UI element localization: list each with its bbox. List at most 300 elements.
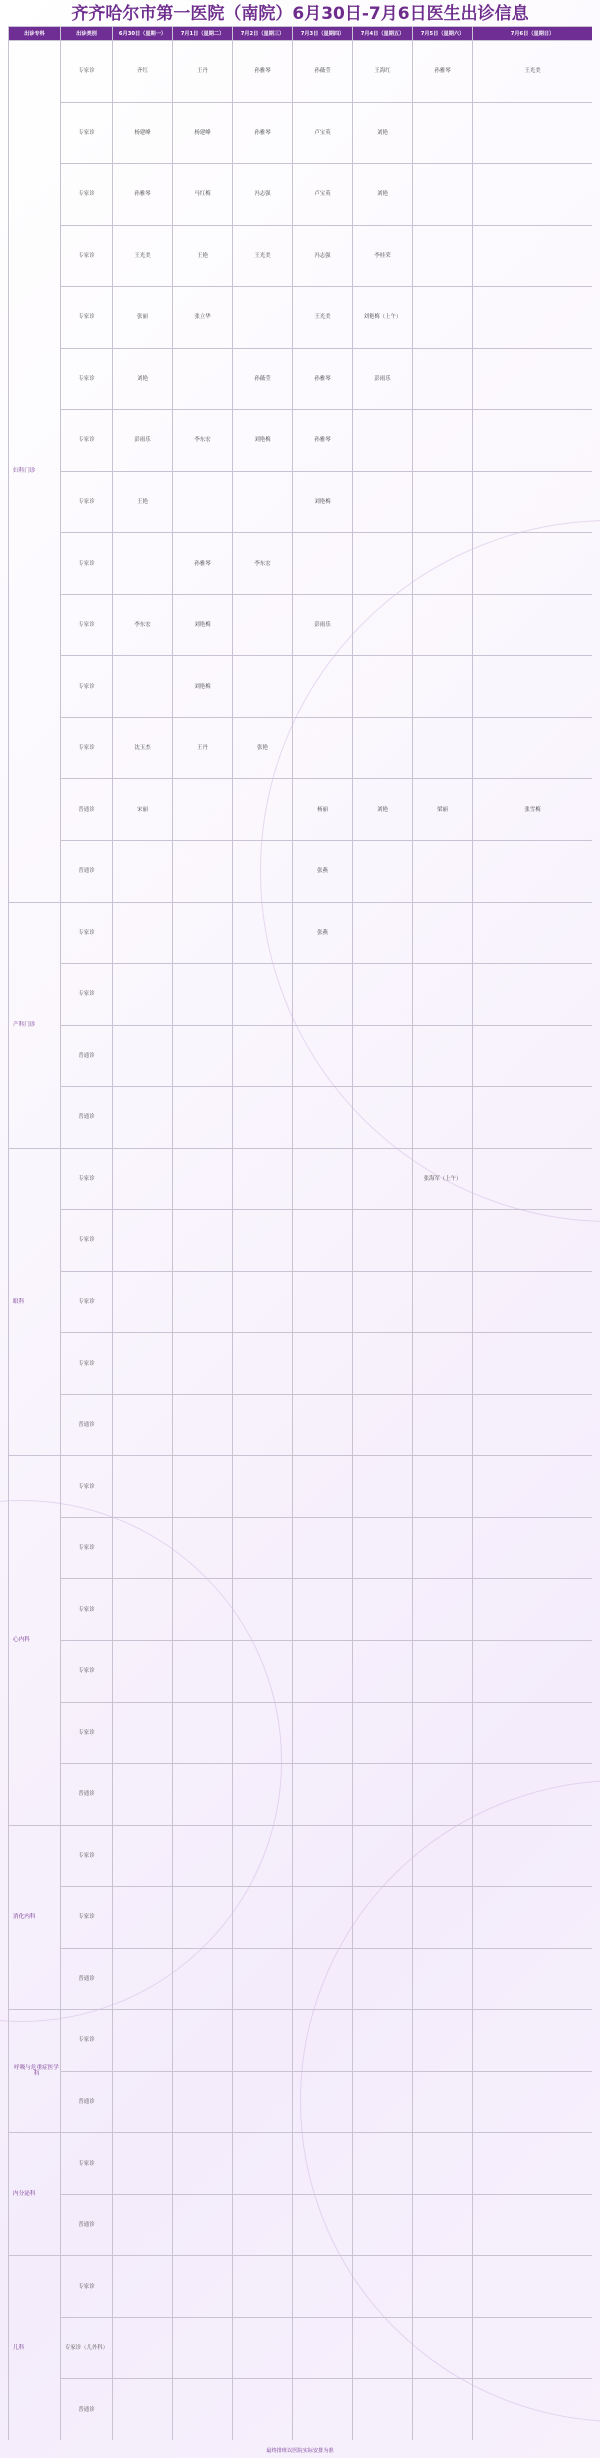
visit-type-cell: 专家诊 xyxy=(61,1641,113,1703)
doctor-cell: 刘艳梅 xyxy=(173,595,233,657)
doctor-cell xyxy=(413,1887,473,1949)
doctor-cell xyxy=(413,1641,473,1703)
doctor-cell xyxy=(113,2010,173,2072)
doctor-cell xyxy=(293,2195,353,2257)
doctor-cell xyxy=(113,1026,173,1088)
visit-type-cell: 专家诊 xyxy=(61,1210,113,1272)
doctor-cell xyxy=(233,1641,293,1703)
doctor-cell xyxy=(233,1456,293,1518)
doctor-cell xyxy=(353,2010,413,2072)
doctor-cell: 刘艳梅 xyxy=(173,656,233,718)
doctor-cell xyxy=(173,1826,233,1888)
doctor-cell xyxy=(113,1764,173,1826)
visit-type-cell: 专家诊 xyxy=(61,1333,113,1395)
doctor-cell xyxy=(233,2133,293,2195)
doctor-cell: 张丽 xyxy=(113,287,173,349)
doctor-cell xyxy=(173,1703,233,1765)
doctor-cell xyxy=(353,1087,413,1149)
doctor-cell: 孙雅琴 xyxy=(233,41,293,103)
doctor-cell xyxy=(413,1456,473,1518)
doctor-cell xyxy=(473,1026,592,1088)
doctor-cell: 孙雅琴 xyxy=(233,103,293,165)
doctor-cell: 王丹 xyxy=(173,41,233,103)
visit-type-cell: 专家诊 xyxy=(61,287,113,349)
doctor-cell xyxy=(473,2379,592,2440)
doctor-cell xyxy=(473,595,592,657)
doctor-cell xyxy=(353,1272,413,1334)
doctor-cell xyxy=(113,1949,173,2011)
doctor-cell xyxy=(473,718,592,780)
doctor-cell xyxy=(473,472,592,534)
doctor-cell: 冯志强 xyxy=(233,164,293,226)
doctor-cell xyxy=(473,164,592,226)
doctor-cell xyxy=(113,2195,173,2257)
doctor-cell xyxy=(113,1210,173,1272)
doctor-cell xyxy=(353,2195,413,2257)
doctor-cell xyxy=(233,1518,293,1580)
doctor-cell xyxy=(173,1272,233,1334)
doctor-cell xyxy=(353,1026,413,1088)
doctor-cell xyxy=(113,2133,173,2195)
doctor-cell xyxy=(473,964,592,1026)
doctor-cell xyxy=(113,533,173,595)
doctor-cell: 孙雅琴 xyxy=(113,164,173,226)
doctor-cell xyxy=(413,656,473,718)
doctor-cell xyxy=(413,2010,473,2072)
doctor-cell: 王丹 xyxy=(173,718,233,780)
doctor-cell xyxy=(173,1210,233,1272)
doctor-cell: 张燕 xyxy=(293,841,353,903)
doctor-cell xyxy=(233,2010,293,2072)
doctor-cell xyxy=(233,472,293,534)
visit-type-cell: 普通诊 xyxy=(61,2072,113,2134)
doctor-cell xyxy=(233,1087,293,1149)
doctor-cell xyxy=(413,472,473,534)
doctor-cell xyxy=(113,1333,173,1395)
visit-type-cell: 专家诊 xyxy=(61,1826,113,1888)
doctor-cell xyxy=(233,1826,293,1888)
doctor-cell xyxy=(353,1703,413,1765)
doctor-cell xyxy=(413,1272,473,1334)
doctor-cell: 刘艳梅（上午） xyxy=(353,287,413,349)
doctor-cell xyxy=(413,2195,473,2257)
doctor-cell xyxy=(353,2133,413,2195)
doctor-cell: 张雪梅 xyxy=(473,779,592,841)
doctor-cell xyxy=(293,1887,353,1949)
doctor-cell xyxy=(413,2256,473,2318)
doctor-cell xyxy=(353,1641,413,1703)
doctor-cell xyxy=(233,1764,293,1826)
doctor-cell xyxy=(413,1087,473,1149)
doctor-cell xyxy=(413,226,473,288)
doctor-cell xyxy=(473,1272,592,1334)
doctor-cell xyxy=(353,595,413,657)
visit-type-cell: 专家诊 xyxy=(61,1703,113,1765)
doctor-cell xyxy=(293,1087,353,1149)
doctor-cell xyxy=(113,1703,173,1765)
doctor-cell xyxy=(293,2379,353,2440)
doctor-cell xyxy=(353,410,413,472)
doctor-cell: 李桂荣 xyxy=(353,226,413,288)
doctor-cell xyxy=(173,1949,233,2011)
doctor-cell xyxy=(173,1087,233,1149)
doctor-cell xyxy=(173,1579,233,1641)
doctor-cell xyxy=(293,1395,353,1457)
doctor-cell xyxy=(173,2010,233,2072)
doctor-cell xyxy=(353,1395,413,1457)
visit-type-cell: 普通诊 xyxy=(61,1949,113,2011)
doctor-cell xyxy=(293,2256,353,2318)
department-cell: 心内科 xyxy=(9,1456,61,1825)
doctor-cell xyxy=(113,1826,173,1888)
doctor-cell xyxy=(413,164,473,226)
doctor-cell: 王海红 xyxy=(353,41,413,103)
doctor-cell xyxy=(353,964,413,1026)
doctor-cell xyxy=(113,1641,173,1703)
visit-type-cell: 专家诊 xyxy=(61,1149,113,1211)
visit-type-cell: 普通诊 xyxy=(61,1087,113,1149)
doctor-cell xyxy=(173,1764,233,1826)
doctor-cell xyxy=(173,1149,233,1211)
visit-type-cell: 专家诊 xyxy=(61,1579,113,1641)
doctor-cell xyxy=(353,1764,413,1826)
doctor-cell xyxy=(413,1579,473,1641)
doctor-cell xyxy=(173,2133,233,2195)
doctor-cell xyxy=(113,1579,173,1641)
visit-type-cell: 专家诊 xyxy=(61,533,113,595)
footer-note: 最终排班以医院实际安排为准 xyxy=(266,2448,334,2454)
doctor-cell xyxy=(413,349,473,411)
doctor-cell: 张艳 xyxy=(233,718,293,780)
visit-type-cell: 普通诊 xyxy=(61,1764,113,1826)
doctor-cell xyxy=(473,1149,592,1211)
doctor-cell: 王光美 xyxy=(473,41,592,103)
doctor-cell xyxy=(293,2318,353,2380)
doctor-cell xyxy=(413,2379,473,2440)
doctor-cell xyxy=(233,1887,293,1949)
doctor-cell xyxy=(473,903,592,965)
visit-type-cell: 专家诊 xyxy=(61,595,113,657)
doctor-cell xyxy=(473,1764,592,1826)
doctor-cell: 孙雅琴 xyxy=(413,41,473,103)
doctor-cell xyxy=(233,1149,293,1211)
visit-type-cell: 专家诊 xyxy=(61,1456,113,1518)
doctor-cell xyxy=(353,1210,413,1272)
doctor-cell xyxy=(173,1333,233,1395)
doctor-cell: 孙薇莹 xyxy=(293,41,353,103)
department-cell: 内分泌科 xyxy=(9,2133,61,2256)
visit-type-cell: 专家诊 xyxy=(61,2256,113,2318)
doctor-cell xyxy=(173,2318,233,2380)
doctor-cell xyxy=(173,1456,233,1518)
visit-type-cell: 普通诊 xyxy=(61,2195,113,2257)
doctor-cell: 杨丽 xyxy=(293,779,353,841)
doctor-cell xyxy=(413,1764,473,1826)
doctor-cell: 卢宝英 xyxy=(293,103,353,165)
visit-type-cell: 普通诊 xyxy=(61,779,113,841)
doctor-cell xyxy=(413,841,473,903)
visit-type-cell: 专家诊（儿外科） xyxy=(61,2318,113,2380)
visit-type-cell: 专家诊 xyxy=(61,1887,113,1949)
visit-type-cell: 专家诊 xyxy=(61,903,113,965)
doctor-cell: 冯志强 xyxy=(293,226,353,288)
doctor-cell: 孙雅琴 xyxy=(293,349,353,411)
doctor-cell xyxy=(293,1641,353,1703)
doctor-cell xyxy=(473,2072,592,2134)
visit-type-cell: 专家诊 xyxy=(61,656,113,718)
doctor-cell: 王艳 xyxy=(173,226,233,288)
doctor-cell: 刘艳 xyxy=(113,349,173,411)
doctor-cell xyxy=(293,1764,353,1826)
doctor-cell xyxy=(233,2072,293,2134)
doctor-cell xyxy=(353,1456,413,1518)
doctor-cell xyxy=(173,2072,233,2134)
doctor-cell: 彭雨乐 xyxy=(113,410,173,472)
page-title: 齐齐哈尔市第一医院（南院）6月30日-7月6日医生出诊信息 xyxy=(71,4,529,24)
doctor-cell: 张海军（上午） xyxy=(413,1149,473,1211)
doctor-cell xyxy=(293,656,353,718)
department-cell: 产科门诊 xyxy=(9,903,61,1149)
doctor-cell xyxy=(353,2379,413,2440)
doctor-cell xyxy=(113,2318,173,2380)
doctor-cell xyxy=(173,903,233,965)
doctor-cell xyxy=(233,2195,293,2257)
visit-type-cell: 普通诊 xyxy=(61,1026,113,1088)
doctor-cell xyxy=(413,595,473,657)
doctor-cell xyxy=(413,103,473,165)
department-cell: 儿科 xyxy=(9,2256,61,2440)
doctor-cell xyxy=(293,2133,353,2195)
doctor-cell xyxy=(113,1395,173,1457)
doctor-cell xyxy=(233,779,293,841)
doctor-cell xyxy=(173,1518,233,1580)
doctor-cell xyxy=(113,841,173,903)
doctor-cell xyxy=(233,1026,293,1088)
doctor-cell: 刘艳 xyxy=(353,779,413,841)
doctor-cell: 王艳 xyxy=(113,472,173,534)
table-header-cell: 出诊专科 xyxy=(9,27,61,41)
visit-type-cell: 专家诊 xyxy=(61,2010,113,2072)
doctor-cell xyxy=(113,1149,173,1211)
doctor-cell xyxy=(473,103,592,165)
doctor-cell xyxy=(353,2256,413,2318)
doctor-cell: 刘艳梅 xyxy=(233,410,293,472)
doctor-cell xyxy=(173,1395,233,1457)
doctor-cell xyxy=(413,1026,473,1088)
doctor-cell xyxy=(353,1579,413,1641)
visit-type-cell: 专家诊 xyxy=(61,164,113,226)
visit-type-cell: 专家诊 xyxy=(61,410,113,472)
doctor-cell xyxy=(413,533,473,595)
doctor-cell xyxy=(113,656,173,718)
doctor-cell xyxy=(173,349,233,411)
visit-type-cell: 专家诊 xyxy=(61,718,113,780)
doctor-cell xyxy=(413,1210,473,1272)
doctor-cell xyxy=(293,718,353,780)
doctor-cell xyxy=(113,1456,173,1518)
schedule-table xyxy=(8,26,592,2440)
doctor-cell xyxy=(473,1333,592,1395)
doctor-cell: 梁丽 xyxy=(413,779,473,841)
doctor-cell xyxy=(473,656,592,718)
visit-type-cell: 专家诊 xyxy=(61,1518,113,1580)
table-header-cell: 7月3日（星期四） xyxy=(293,27,353,41)
doctor-cell xyxy=(353,1518,413,1580)
doctor-cell xyxy=(173,2379,233,2440)
visit-type-cell: 普通诊 xyxy=(61,2379,113,2440)
visit-type-cell: 专家诊 xyxy=(61,349,113,411)
table-header-cell: 7月2日（星期三） xyxy=(233,27,293,41)
doctor-cell xyxy=(113,2256,173,2318)
doctor-cell: 张燕 xyxy=(293,903,353,965)
doctor-cell: 卢宝英 xyxy=(293,164,353,226)
table-header-cell: 6月30日（星期一） xyxy=(113,27,173,41)
doctor-cell xyxy=(233,595,293,657)
doctor-cell xyxy=(473,1887,592,1949)
doctor-cell xyxy=(113,2379,173,2440)
doctor-cell xyxy=(413,1395,473,1457)
doctor-cell xyxy=(413,1826,473,1888)
doctor-cell: 王光美 xyxy=(113,226,173,288)
doctor-cell: 李东宏 xyxy=(113,595,173,657)
doctor-cell: 杨建峰 xyxy=(113,103,173,165)
doctor-cell xyxy=(473,2318,592,2380)
doctor-cell xyxy=(473,2256,592,2318)
doctor-cell xyxy=(413,903,473,965)
doctor-cell xyxy=(473,2133,592,2195)
doctor-cell xyxy=(353,656,413,718)
doctor-cell xyxy=(113,1272,173,1334)
doctor-cell xyxy=(293,1949,353,2011)
doctor-cell xyxy=(233,964,293,1026)
doctor-cell xyxy=(353,1826,413,1888)
doctor-cell: 沈玉杰 xyxy=(113,718,173,780)
doctor-cell xyxy=(113,1887,173,1949)
doctor-cell xyxy=(173,1026,233,1088)
doctor-cell xyxy=(233,903,293,965)
doctor-cell xyxy=(233,1333,293,1395)
visit-type-cell: 普通诊 xyxy=(61,841,113,903)
doctor-cell xyxy=(173,1887,233,1949)
doctor-cell xyxy=(473,410,592,472)
doctor-cell xyxy=(173,964,233,1026)
doctor-cell xyxy=(353,1887,413,1949)
doctor-cell xyxy=(293,2010,353,2072)
table-header-cell: 7月5日（星期六） xyxy=(413,27,473,41)
doctor-cell: 李东宏 xyxy=(233,533,293,595)
doctor-cell xyxy=(113,2072,173,2134)
doctor-cell xyxy=(353,1949,413,2011)
doctor-cell xyxy=(293,1210,353,1272)
doctor-cell: 齐红 xyxy=(113,41,173,103)
doctor-cell xyxy=(293,1272,353,1334)
doctor-cell xyxy=(173,472,233,534)
doctor-cell xyxy=(293,2072,353,2134)
doctor-cell xyxy=(413,287,473,349)
visit-type-cell: 专家诊 xyxy=(61,964,113,1026)
doctor-cell xyxy=(233,1703,293,1765)
doctor-cell xyxy=(353,533,413,595)
doctor-cell xyxy=(473,349,592,411)
doctor-cell xyxy=(233,1210,293,1272)
doctor-cell: 孙雅琴 xyxy=(173,533,233,595)
doctor-cell xyxy=(353,1149,413,1211)
doctor-cell: 王光美 xyxy=(293,287,353,349)
doctor-cell xyxy=(473,1087,592,1149)
department-cell: 消化内科 xyxy=(9,1826,61,2011)
doctor-cell xyxy=(233,1579,293,1641)
doctor-cell xyxy=(413,964,473,1026)
doctor-cell xyxy=(233,287,293,349)
table-header-cell: 7月4日（星期五） xyxy=(353,27,413,41)
doctor-cell: 孙薇莹 xyxy=(233,349,293,411)
doctor-cell xyxy=(293,1456,353,1518)
doctor-cell: 彭雨乐 xyxy=(353,349,413,411)
doctor-cell: 孙雅琴 xyxy=(293,410,353,472)
department-cell: 呼吸与危重症医学科 xyxy=(9,2010,61,2133)
doctor-cell xyxy=(413,2133,473,2195)
doctor-cell xyxy=(353,903,413,965)
doctor-cell: 张立华 xyxy=(173,287,233,349)
department-cell: 妇科门诊 xyxy=(9,41,61,903)
doctor-cell xyxy=(233,2318,293,2380)
doctor-cell xyxy=(413,718,473,780)
table-header-cell: 7月6日（星期日） xyxy=(473,27,592,41)
doctor-cell xyxy=(413,1333,473,1395)
doctor-cell xyxy=(173,779,233,841)
doctor-cell xyxy=(353,2318,413,2380)
doctor-cell xyxy=(293,1703,353,1765)
doctor-cell xyxy=(413,1949,473,2011)
doctor-cell xyxy=(413,2318,473,2380)
visit-type-cell: 专家诊 xyxy=(61,103,113,165)
doctor-cell xyxy=(413,2072,473,2134)
doctor-cell xyxy=(473,1456,592,1518)
visit-type-cell: 专家诊 xyxy=(61,2133,113,2195)
visit-type-cell: 专家诊 xyxy=(61,472,113,534)
department-cell: 眼科 xyxy=(9,1149,61,1457)
doctor-cell xyxy=(233,841,293,903)
doctor-cell: 刘艳梅 xyxy=(293,472,353,534)
doctor-cell xyxy=(473,226,592,288)
doctor-cell xyxy=(173,1641,233,1703)
doctor-cell xyxy=(233,1949,293,2011)
doctor-cell: 王光美 xyxy=(233,226,293,288)
doctor-cell xyxy=(353,718,413,780)
doctor-cell xyxy=(113,903,173,965)
doctor-cell xyxy=(233,656,293,718)
doctor-cell xyxy=(173,2256,233,2318)
doctor-cell xyxy=(473,533,592,595)
doctor-cell xyxy=(473,287,592,349)
doctor-cell xyxy=(473,1395,592,1457)
doctor-cell xyxy=(113,1087,173,1149)
doctor-cell: 杨建峰 xyxy=(173,103,233,165)
doctor-cell: 李东宏 xyxy=(173,410,233,472)
doctor-cell xyxy=(413,410,473,472)
doctor-cell xyxy=(293,533,353,595)
doctor-cell xyxy=(293,1333,353,1395)
doctor-cell xyxy=(473,2195,592,2257)
doctor-cell xyxy=(473,1579,592,1641)
doctor-cell xyxy=(473,841,592,903)
doctor-cell xyxy=(293,1149,353,1211)
doctor-cell xyxy=(473,1518,592,1580)
doctor-cell xyxy=(113,964,173,1026)
doctor-cell: 刘艳 xyxy=(353,103,413,165)
doctor-cell xyxy=(173,841,233,903)
doctor-cell xyxy=(113,1518,173,1580)
